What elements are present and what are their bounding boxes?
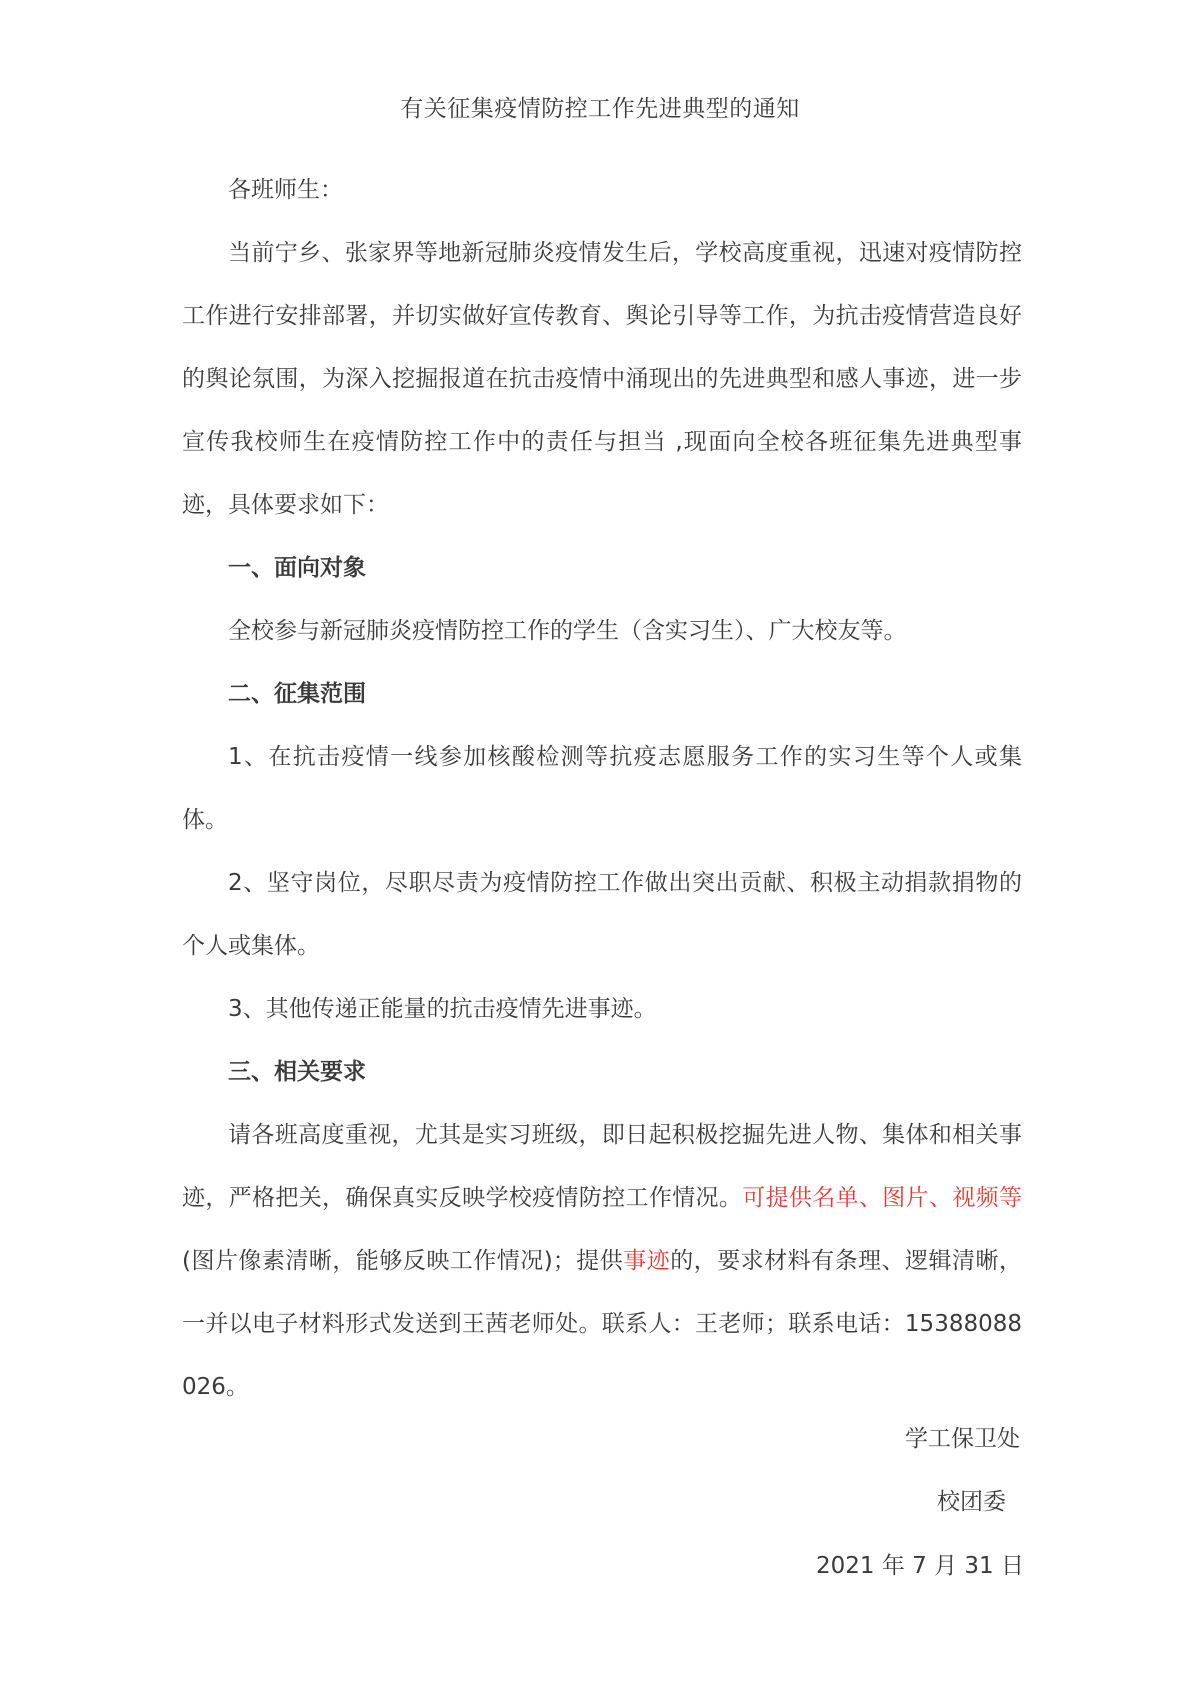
section-target-paragraph: 全校参与新冠肺炎疫情防控工作的学生（含实习生）、广大校友等。 [228, 618, 907, 644]
section-heading-scope: 二、征集范围 [228, 681, 366, 707]
requirements-paragraph [182, 1104, 1022, 1419]
requirements-highlight-materials: 可提供名单、图片、视频等 [742, 1185, 1023, 1211]
requirements-text-1: 请各班高度重视，尤其是实习班级，即日起积极挖掘先进人物、集体和相关事迹，严格把关，确保真实反映学校疫情防控工作情况。 [182, 1122, 1022, 1211]
signature-date: 2021 年 7 月 31 日 [816, 1553, 1024, 1579]
document-title: 有关征集疫情防控工作先进典型的通知 [400, 96, 800, 122]
salutation: 各班师生： [228, 177, 343, 203]
requirements-text-2: (图片像素清晰，能够反映工作情况)；提供 [182, 1248, 624, 1274]
scope-item-1: 1、在抗击疫情一线参加核酸检测等抗疫志愿服务工作的实习生等个人或集体。 [182, 744, 1022, 833]
requirements-text-3: 的，要求材料有条理、逻辑清晰，一并以电子材料形式发送到王茜老师处。联系人：王老师；联系电话：15388088026。 [182, 1248, 1023, 1400]
scope-item-2: 2、坚守岗位，尽职尽责为疫情防控工作做出突出贡献、积极主动捐款捐物的个人或集体。 [182, 870, 1022, 959]
scope-item-3: 3、其他传递正能量的抗击疫情先进事迹。 [228, 996, 657, 1022]
section-heading-target: 一、面向对象 [228, 555, 366, 581]
signature-department-1: 学工保卫处 [905, 1426, 1020, 1452]
section-heading-requirements: 三、相关要求 [228, 1059, 366, 1085]
signature-department-2: 校团委 [937, 1489, 1006, 1515]
intro-paragraph: 当前宁乡、张家界等地新冠肺炎疫情发生后，学校高度重视，迅速对疫情防控工作进行安排部署，并切实做好宣传教育、舆论引导等工作，为抗击疫情营造良好的舆论氛围，为深入挖掘报道在抗击疫情中涌现出的先进典型和感人事迹，进一步宣传我校师生在疫情防控工作中的责任与担当 ,现面向全校各班征集先进典型事迹，具体要求如下： [182, 240, 1022, 518]
document-body [182, 159, 1022, 1419]
requirements-highlight-deeds: 事迹 [623, 1248, 671, 1274]
